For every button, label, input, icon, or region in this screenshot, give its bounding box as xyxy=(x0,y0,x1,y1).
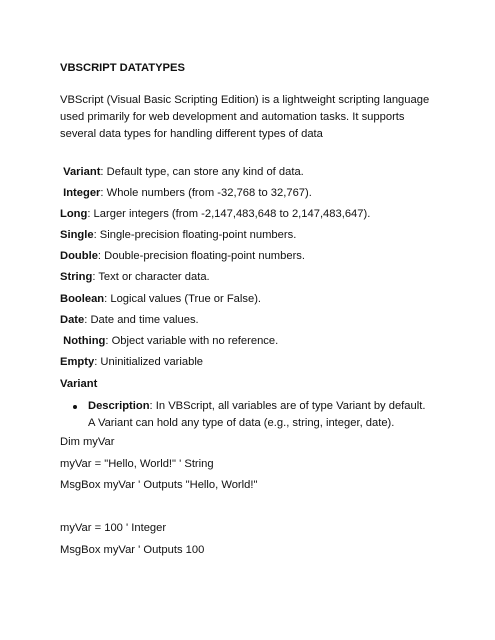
type-desc: : Larger integers (from -2,147,483,648 to 2,147,483,647). xyxy=(87,208,371,220)
type-row-nothing xyxy=(60,333,278,349)
type-name: Boolean xyxy=(60,293,105,305)
type-name: String xyxy=(60,271,93,283)
section-heading: Variant xyxy=(60,378,98,390)
bullet-icon xyxy=(73,405,77,409)
bullet-text xyxy=(88,398,430,432)
type-row-date xyxy=(60,312,199,328)
type-desc: : Uninitialized variable xyxy=(94,356,204,368)
bullet-label: Description xyxy=(88,400,150,412)
type-row-boolean xyxy=(60,291,261,307)
type-row-double xyxy=(60,248,305,264)
type-row-integer xyxy=(60,185,312,201)
type-desc: : Object variable with no reference. xyxy=(105,335,279,347)
document-title: VBSCRIPT DATATYPES xyxy=(60,62,185,74)
type-desc: : Double-precision floating-point numbers. xyxy=(97,250,305,262)
type-name: Nothing xyxy=(63,335,106,347)
code-line: Dim myVar xyxy=(60,436,115,448)
type-desc: : Date and time values. xyxy=(84,314,199,326)
type-row-long xyxy=(60,206,370,222)
type-name: Integer xyxy=(63,187,101,199)
type-desc: : Whole numbers (from -32,768 to 32,767). xyxy=(100,187,312,199)
type-name: Variant xyxy=(63,166,101,178)
type-row-string xyxy=(60,269,210,285)
type-name: Empty xyxy=(60,356,95,368)
type-desc: : Logical values (True or False). xyxy=(104,293,262,305)
code-line: MsgBox myVar ' Outputs "Hello, World!" xyxy=(60,479,258,491)
code-line: MsgBox myVar ' Outputs 100 xyxy=(60,544,205,556)
type-name: Single xyxy=(60,229,94,241)
intro-paragraph: VBScript (Visual Basic Scripting Edition) is a lightweight scripting language used primarily for web development and automation tasks. It supports several data types for handling different types of data xyxy=(60,94,430,140)
type-name: Date xyxy=(60,314,85,326)
type-row-empty xyxy=(60,354,203,370)
type-name: Double xyxy=(60,250,98,262)
code-line: myVar = "Hello, World!" ' String xyxy=(60,458,214,470)
bullet-body: : In VBScript, all variables are of type Variant by default. A Variant can hold any type of data (e.g., string, integer, date). xyxy=(88,400,426,429)
bullet-list-item xyxy=(60,398,430,432)
type-row-single xyxy=(60,227,296,243)
code-line: myVar = 100 ' Integer xyxy=(60,522,167,534)
type-desc: : Default type, can store any kind of data. xyxy=(100,166,304,178)
type-name: Long xyxy=(60,208,88,220)
type-desc: : Text or character data. xyxy=(92,271,210,283)
type-desc: : Single-precision floating-point numbers. xyxy=(93,229,297,241)
type-row-variant xyxy=(60,164,304,180)
